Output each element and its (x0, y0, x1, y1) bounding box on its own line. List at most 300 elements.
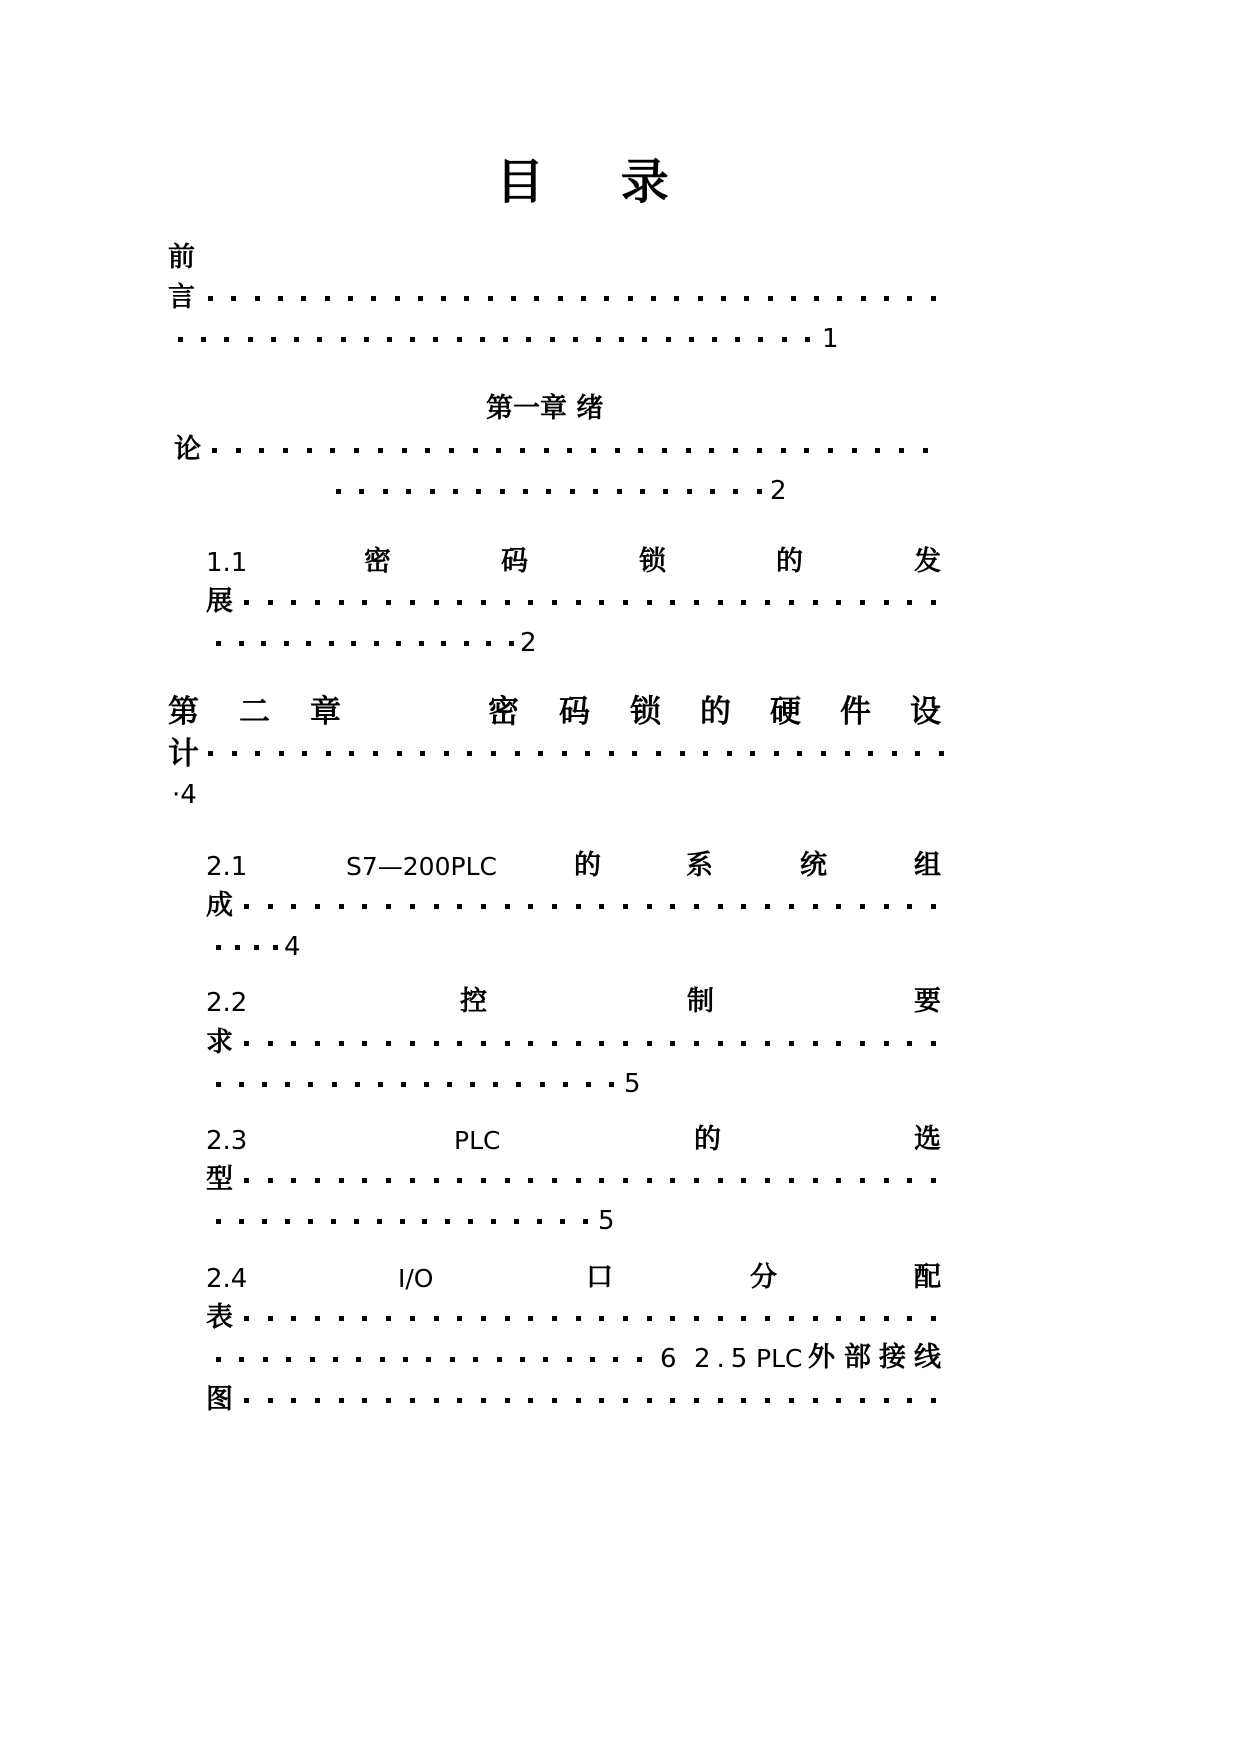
leader-dot (244, 600, 249, 605)
leader-dot (543, 1357, 548, 1362)
leader-dot (441, 296, 446, 301)
leader-dot (497, 1357, 502, 1362)
leader-dot (430, 489, 435, 494)
leader-dot (528, 1178, 533, 1183)
leader-dot (774, 751, 779, 756)
leader-dot (329, 641, 334, 646)
leader-dot (239, 1357, 244, 1362)
leader-dot (330, 448, 335, 453)
leader-dot (789, 904, 794, 909)
leader-dot (486, 641, 491, 646)
toc-leader-dots (216, 1069, 614, 1099)
leader-dot (401, 1082, 406, 1087)
leader-dot (386, 1178, 391, 1183)
leader-dot (813, 904, 818, 909)
leader-dot (235, 945, 240, 950)
toc-section-word: PLC (756, 1344, 803, 1373)
leader-dot (765, 904, 770, 909)
leader-dot (619, 337, 624, 342)
toc-page-number: 6 (660, 1344, 677, 1374)
leader-dot (907, 1398, 912, 1403)
leader-dot (689, 337, 694, 342)
leader-dot (520, 1357, 525, 1362)
leader-dot (434, 600, 439, 605)
toc-page-number: 5 (624, 1069, 641, 1099)
leader-dot (931, 1398, 936, 1403)
leader-dot (552, 1041, 557, 1046)
leader-dot (852, 448, 857, 453)
leader-dot (623, 1398, 628, 1403)
leader-dot (813, 600, 818, 605)
leader-dot (828, 448, 833, 453)
toc-section-word: 的 (694, 1124, 721, 1155)
leader-dot (488, 296, 493, 301)
toc-chapter2-word: 件 (840, 694, 871, 730)
leader-dot (301, 296, 306, 301)
leader-dot (915, 751, 920, 756)
leader-dot (355, 1082, 360, 1087)
leader-dot (263, 1357, 268, 1362)
leader-dot (420, 751, 425, 756)
leader-dot (875, 448, 880, 453)
leader-dot (694, 600, 699, 605)
leader-dot (493, 1082, 498, 1087)
leader-dot (628, 296, 633, 301)
leader-dot (339, 1316, 344, 1321)
leader-dot (765, 1316, 770, 1321)
leader-dot (765, 1041, 770, 1046)
leader-dot (721, 296, 726, 301)
leader-dot (410, 600, 415, 605)
leader-dot (647, 1398, 652, 1403)
leader-dot (686, 448, 691, 453)
leader-dot (291, 1178, 296, 1183)
leader-dot (473, 448, 478, 453)
leader-dot (362, 1398, 367, 1403)
leader-dot (670, 1041, 675, 1046)
leader-dot (638, 448, 643, 453)
leader-dot (308, 1082, 313, 1087)
leader-dot (285, 1082, 290, 1087)
leader-dot (354, 1219, 359, 1224)
toc-section-word: S7—200PLC (346, 852, 497, 881)
leader-dot (283, 448, 288, 453)
leader-dot (670, 1398, 675, 1403)
leader-dot (244, 904, 249, 909)
leader-dot (860, 1398, 865, 1403)
toc-section-number: 2.5 (694, 1344, 754, 1374)
leader-dot (383, 489, 388, 494)
leader-dot (599, 1316, 604, 1321)
toc-leader-dots (244, 1385, 936, 1415)
toc-section-cont: 求 (206, 1027, 233, 1058)
leader-dot (550, 337, 555, 342)
leader-dot (670, 904, 675, 909)
leader-dot (741, 1041, 746, 1046)
leader-dot (757, 448, 762, 453)
leader-dot (268, 1316, 273, 1321)
leader-dot (526, 337, 531, 342)
leader-dot (476, 489, 481, 494)
leader-dot (441, 641, 446, 646)
leader-dot (735, 337, 740, 342)
toc-page-number: 4 (284, 932, 301, 962)
page-title: 目 录 (496, 154, 699, 210)
leader-dot (570, 489, 575, 494)
leader-dot (268, 1398, 273, 1403)
leader-dot (528, 1316, 533, 1321)
leader-dot (534, 296, 539, 301)
toc-section-word: 锁 (639, 546, 666, 577)
leader-dot (315, 1398, 320, 1403)
leader-dot (567, 448, 572, 453)
toc-page-number: 2 (520, 628, 537, 658)
leader-dot (255, 296, 260, 301)
leader-dot (623, 904, 628, 909)
leader-dot (836, 1398, 841, 1403)
leader-dot (596, 337, 601, 342)
leader-dot (315, 600, 320, 605)
leader-dot (613, 1357, 618, 1362)
leader-dot (757, 489, 762, 494)
leader-dot (406, 489, 411, 494)
leader-dot (248, 337, 253, 342)
toc-section-word: 外 (808, 1342, 835, 1373)
leader-dot (511, 296, 516, 301)
leader-dot (789, 1398, 794, 1403)
leader-dot (709, 448, 714, 453)
toc-page-number: 1 (822, 324, 839, 354)
leader-dot (362, 1178, 367, 1183)
leader-dot (546, 489, 551, 494)
leader-dot (285, 1219, 290, 1224)
toc-section-word: 密 (364, 546, 391, 577)
toc-section-word: PLC (454, 1126, 501, 1155)
leader-dot (687, 489, 692, 494)
leader-dot (791, 296, 796, 301)
leader-dot (836, 600, 841, 605)
leader-dot (259, 448, 264, 453)
leader-dot (291, 1398, 296, 1403)
leader-dot (231, 296, 236, 301)
leader-dot (733, 448, 738, 453)
leader-dot (356, 1357, 361, 1362)
leader-dot (341, 337, 346, 342)
leader-dot (216, 1219, 221, 1224)
leader-dot (470, 1082, 475, 1087)
leader-dot (662, 448, 667, 453)
toc-section-word: 配 (914, 1262, 941, 1293)
toc-chapter2-word: 密 (488, 694, 519, 730)
leader-dot (576, 1398, 581, 1403)
leader-dot (907, 296, 912, 301)
leader-dot (284, 641, 289, 646)
leader-dot (244, 1316, 249, 1321)
leader-dot (563, 1082, 568, 1087)
leader-dot (899, 448, 904, 453)
leader-dot (216, 1357, 221, 1362)
leader-dot (520, 448, 525, 453)
leader-dot (837, 296, 842, 301)
leader-dot (386, 600, 391, 605)
leader-dot (836, 1178, 841, 1183)
leader-dot (224, 337, 229, 342)
toc-page-number: ·4 (172, 780, 197, 810)
toc-section-cont: 表 (206, 1302, 233, 1333)
leader-dot (591, 448, 596, 453)
leader-dot (480, 337, 485, 342)
leader-dot (907, 1316, 912, 1321)
leader-dot (216, 945, 221, 950)
leader-dot (884, 296, 889, 301)
leader-dot (216, 641, 221, 646)
leader-dot (364, 337, 369, 342)
leader-dot (637, 1357, 642, 1362)
leader-dot (402, 448, 407, 453)
leader-dot (262, 1082, 267, 1087)
toc-leader-dots (244, 1303, 936, 1333)
leader-dot (268, 1041, 273, 1046)
leader-dot (907, 1178, 912, 1183)
leader-dot (457, 1178, 462, 1183)
toc-leader-dots (336, 476, 762, 506)
leader-dot (491, 1219, 496, 1224)
toc-chapter2-cont: 计 (168, 736, 199, 772)
leader-dot (540, 1082, 545, 1087)
leader-dot (789, 1316, 794, 1321)
leader-dot (325, 296, 330, 301)
leader-dot (528, 1041, 533, 1046)
leader-dot (599, 1398, 604, 1403)
leader-dot (544, 448, 549, 453)
leader-dot (609, 751, 614, 756)
leader-dot (307, 448, 312, 453)
leader-dot (765, 600, 770, 605)
leader-dot (562, 751, 567, 756)
leader-dot (884, 1398, 889, 1403)
leader-dot (216, 1082, 221, 1087)
leader-dot (239, 1082, 244, 1087)
toc-section-word: 要 (914, 986, 941, 1017)
leader-dot (178, 337, 183, 342)
toc-section-word: 口 (586, 1262, 613, 1293)
leader-dot (741, 1178, 746, 1183)
leader-dot (271, 337, 276, 342)
leader-dot (666, 337, 671, 342)
toc-preface-line1: 前 (168, 242, 195, 273)
leader-dot (884, 1041, 889, 1046)
toc-chapter2-word: 码 (559, 694, 590, 730)
leader-dot (268, 1178, 273, 1183)
leader-dot (552, 1316, 557, 1321)
leader-dot (765, 1178, 770, 1183)
leader-dot (349, 751, 354, 756)
leader-dot (741, 600, 746, 605)
leader-dot (789, 600, 794, 605)
toc-section-word: 统 (800, 850, 827, 881)
leader-dot (599, 1041, 604, 1046)
leader-dot (758, 337, 763, 342)
leader-dot (623, 600, 628, 605)
leader-dot (315, 904, 320, 909)
leader-dot (860, 1316, 865, 1321)
leader-dot (789, 1041, 794, 1046)
leader-dot (836, 1041, 841, 1046)
leader-dot (419, 641, 424, 646)
toc-leader-dots (212, 435, 928, 465)
leader-dot (741, 904, 746, 909)
leader-dot (552, 1398, 557, 1403)
leader-dot (733, 489, 738, 494)
leader-dot (868, 751, 873, 756)
leader-dot (670, 1178, 675, 1183)
leader-dot (860, 1178, 865, 1183)
leader-dot (268, 600, 273, 605)
leader-dot (481, 1041, 486, 1046)
leader-dot (310, 1357, 315, 1362)
leader-dot (434, 1316, 439, 1321)
leader-dot (907, 600, 912, 605)
leader-dot (884, 600, 889, 605)
toc-section-number: 2.3 (206, 1126, 248, 1156)
leader-dot (923, 448, 928, 453)
leader-dot (523, 489, 528, 494)
leader-dot (741, 1316, 746, 1321)
leader-dot (201, 337, 206, 342)
leader-dot (208, 751, 213, 756)
leader-dot (339, 1178, 344, 1183)
toc-section-cont: 成 (206, 890, 233, 921)
leader-dot (400, 1219, 405, 1224)
leader-dot (444, 751, 449, 756)
toc-section-cont: 图 (206, 1384, 233, 1415)
leader-dot (528, 600, 533, 605)
leader-dot (445, 1219, 450, 1224)
toc-leader-dots (244, 891, 936, 921)
leader-dot (380, 1357, 385, 1362)
leader-dot (538, 751, 543, 756)
leader-dot (781, 448, 786, 453)
leader-dot (377, 1219, 382, 1224)
leader-dot (294, 337, 299, 342)
leader-dot (291, 1316, 296, 1321)
leader-dot (491, 751, 496, 756)
leader-dot (426, 1357, 431, 1362)
leader-dot (261, 641, 266, 646)
leader-dot (236, 448, 241, 453)
leader-dot (718, 1041, 723, 1046)
leader-dot (434, 1041, 439, 1046)
leader-dot (814, 296, 819, 301)
leader-dot (326, 751, 331, 756)
leader-dot (397, 751, 402, 756)
toc-leader-dots (208, 283, 936, 313)
leader-dot (387, 337, 392, 342)
leader-dot (212, 448, 217, 453)
leader-dot (315, 1041, 320, 1046)
leader-dot (931, 296, 936, 301)
toc-chapter2-word: 硬 (770, 694, 801, 730)
leader-dot (505, 1316, 510, 1321)
leader-dot (860, 1041, 865, 1046)
leader-dot (308, 1219, 313, 1224)
leader-dot (836, 904, 841, 909)
leader-dot (694, 1178, 699, 1183)
leader-dot (623, 1178, 628, 1183)
leader-dot (680, 751, 685, 756)
leader-dot (505, 1041, 510, 1046)
leader-dot (593, 489, 598, 494)
leader-dot (884, 1178, 889, 1183)
leader-dot (647, 904, 652, 909)
leader-dot (500, 489, 505, 494)
leader-dot (931, 904, 936, 909)
leader-dot (623, 1316, 628, 1321)
leader-dot (590, 1357, 595, 1362)
toc-chapter2-word: 设 (910, 694, 941, 730)
leader-dot (351, 641, 356, 646)
toc-chapter2-word: 二 (239, 694, 270, 730)
leader-dot (453, 489, 458, 494)
leader-dot (623, 1041, 628, 1046)
leader-dot (278, 296, 283, 301)
leader-dot (371, 296, 376, 301)
leader-dot (332, 1082, 337, 1087)
leader-dot (286, 1357, 291, 1362)
toc-leader-dots (244, 587, 936, 617)
leader-dot (449, 448, 454, 453)
leader-dot (386, 1398, 391, 1403)
leader-dot (939, 751, 944, 756)
leader-dot (306, 641, 311, 646)
leader-dot (813, 1041, 818, 1046)
leader-dot (373, 751, 378, 756)
leader-dot (244, 1041, 249, 1046)
leader-dot (804, 448, 809, 453)
leader-dot (505, 904, 510, 909)
leader-dot (481, 1316, 486, 1321)
leader-dot (386, 904, 391, 909)
leader-dot (410, 337, 415, 342)
leader-dot (727, 751, 732, 756)
toc-leader-dots (244, 1165, 936, 1195)
leader-dot (481, 1398, 486, 1403)
leader-dot (892, 751, 897, 756)
leader-dot (647, 1041, 652, 1046)
toc-section-number: 2.1 (206, 852, 248, 882)
leader-dot (599, 600, 604, 605)
leader-dot (615, 448, 620, 453)
leader-dot (528, 1398, 533, 1403)
leader-dot (744, 296, 749, 301)
toc-section-cont: 展 (206, 586, 233, 617)
leader-dot (424, 1082, 429, 1087)
leader-dot (359, 489, 364, 494)
leader-dot (244, 1178, 249, 1183)
leader-dot (268, 904, 273, 909)
leader-dot (642, 337, 647, 342)
leader-dot (797, 751, 802, 756)
leader-dot (362, 600, 367, 605)
leader-dot (560, 1219, 565, 1224)
leader-dot (244, 1398, 249, 1403)
leader-dot (884, 1316, 889, 1321)
toc-section-word: 选 (914, 1124, 941, 1155)
leader-dot (576, 904, 581, 909)
leader-dot (339, 600, 344, 605)
leader-dot (464, 641, 469, 646)
leader-dot (457, 1041, 462, 1046)
